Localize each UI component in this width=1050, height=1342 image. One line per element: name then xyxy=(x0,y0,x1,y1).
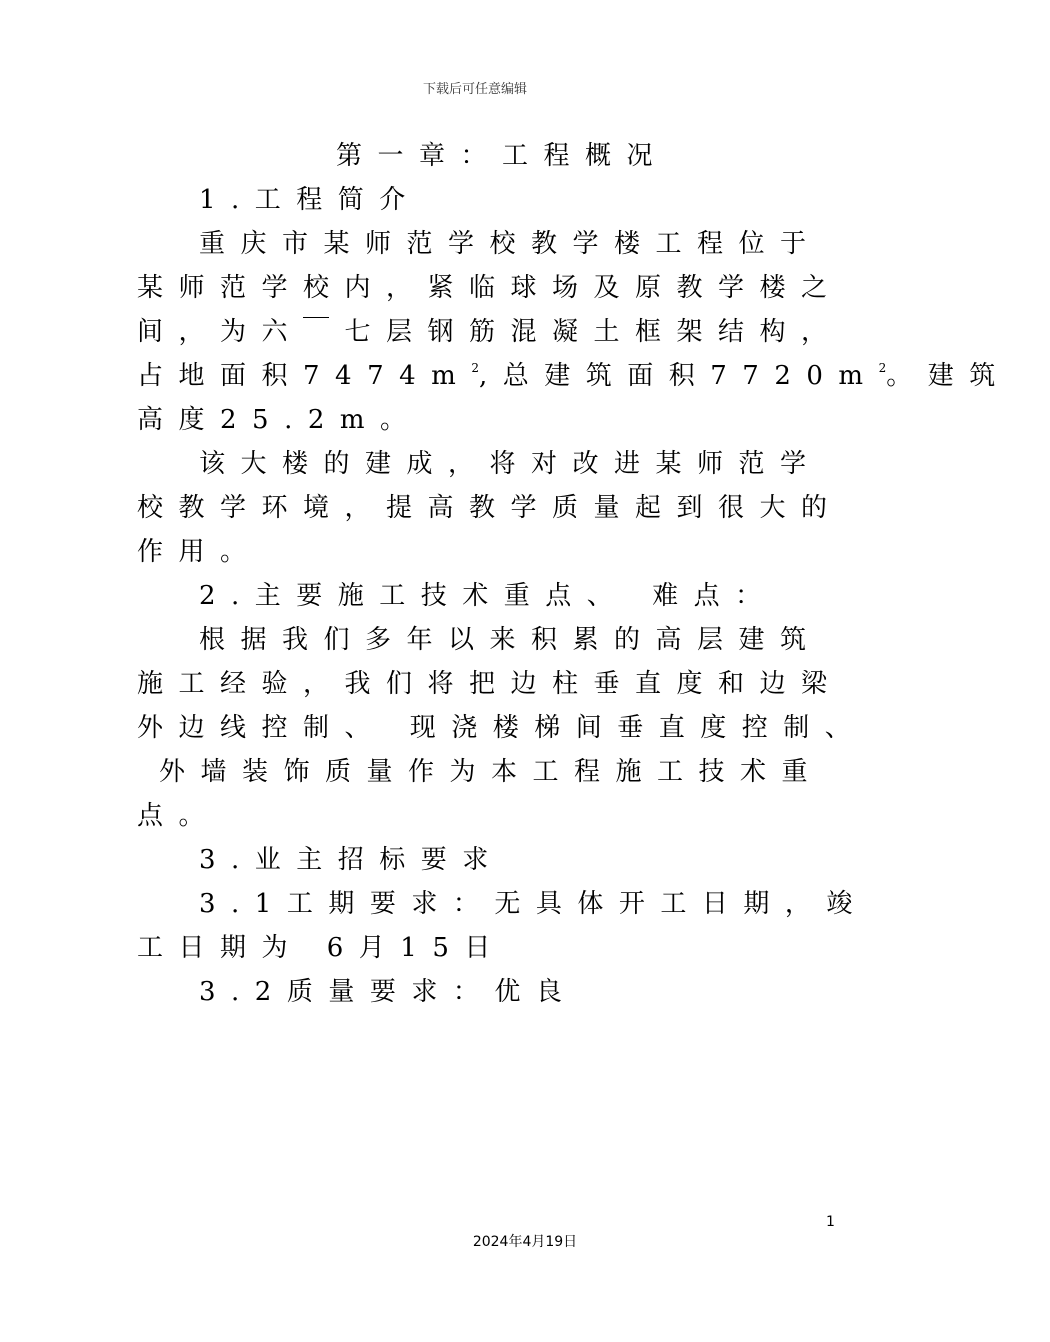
paragraph-line: 点。 xyxy=(137,801,221,831)
paragraph-project-location xyxy=(137,222,1011,442)
page-number: 1 xyxy=(826,1214,835,1230)
paragraph-line: 外边线控制、 现浇楼梯间垂直度控制、 xyxy=(137,713,867,743)
paragraph-line: 某师范学校内，紧临球场及原教学楼之 xyxy=(137,273,843,303)
paragraph-key-points xyxy=(137,618,867,838)
paragraph-project-purpose xyxy=(137,442,843,574)
paragraph-line: 作用。 xyxy=(137,537,262,567)
paragraph-line: 高度25.2m。 xyxy=(137,405,422,435)
paragraph-line: 根据我们多年以来积累的高层建筑 xyxy=(199,625,822,655)
superscript-2: 2 xyxy=(878,361,887,375)
paragraph-line: 重庆市某师范学校教学楼工程位于 xyxy=(199,229,822,259)
section-heading-project-intro: 1.工程简介 xyxy=(199,185,421,215)
item-schedule-requirement xyxy=(137,882,868,970)
paragraph-line: 施工经验，我们将把边柱垂直度和边梁 xyxy=(137,669,843,699)
area-text-a: 占地面积7474m xyxy=(137,361,472,391)
section-heading-bid-requirements: 3.业主招标要求 xyxy=(199,845,504,875)
header-note: 下载后可任意编辑 xyxy=(422,82,527,97)
paragraph-line: 外墙装饰质量作为本工程施工技术重 xyxy=(159,757,824,787)
paragraph-line: 3.1工期要求：无具体开工日期，竣 xyxy=(199,889,868,919)
paragraph-line: 该大楼的建成，将对改进某师范学 xyxy=(199,449,822,479)
area-text-b: ,总建筑面积7720m xyxy=(478,361,879,391)
paragraph-line: 校教学环境，提高教学质量起到很大的 xyxy=(137,493,843,523)
document-body xyxy=(137,134,1011,1014)
chapter-title: 第一章：工程概况 xyxy=(335,141,668,171)
paragraph-line: 间，为六￣七层钢筋混凝土框架结构， xyxy=(137,317,843,347)
paragraph-line-area xyxy=(137,354,1011,398)
item-quality-requirement: 3.2质量要求：优良 xyxy=(199,977,578,1007)
footer-date: 2024年4月19日 xyxy=(472,1234,578,1250)
paragraph-line: 工日期为 6月15日 xyxy=(137,933,506,963)
area-text-c: 。建筑 xyxy=(886,361,1011,391)
section-heading-key-points: 2.主要施工技术重点、 难点： xyxy=(199,581,777,611)
superscript-2: 2 xyxy=(471,361,479,375)
